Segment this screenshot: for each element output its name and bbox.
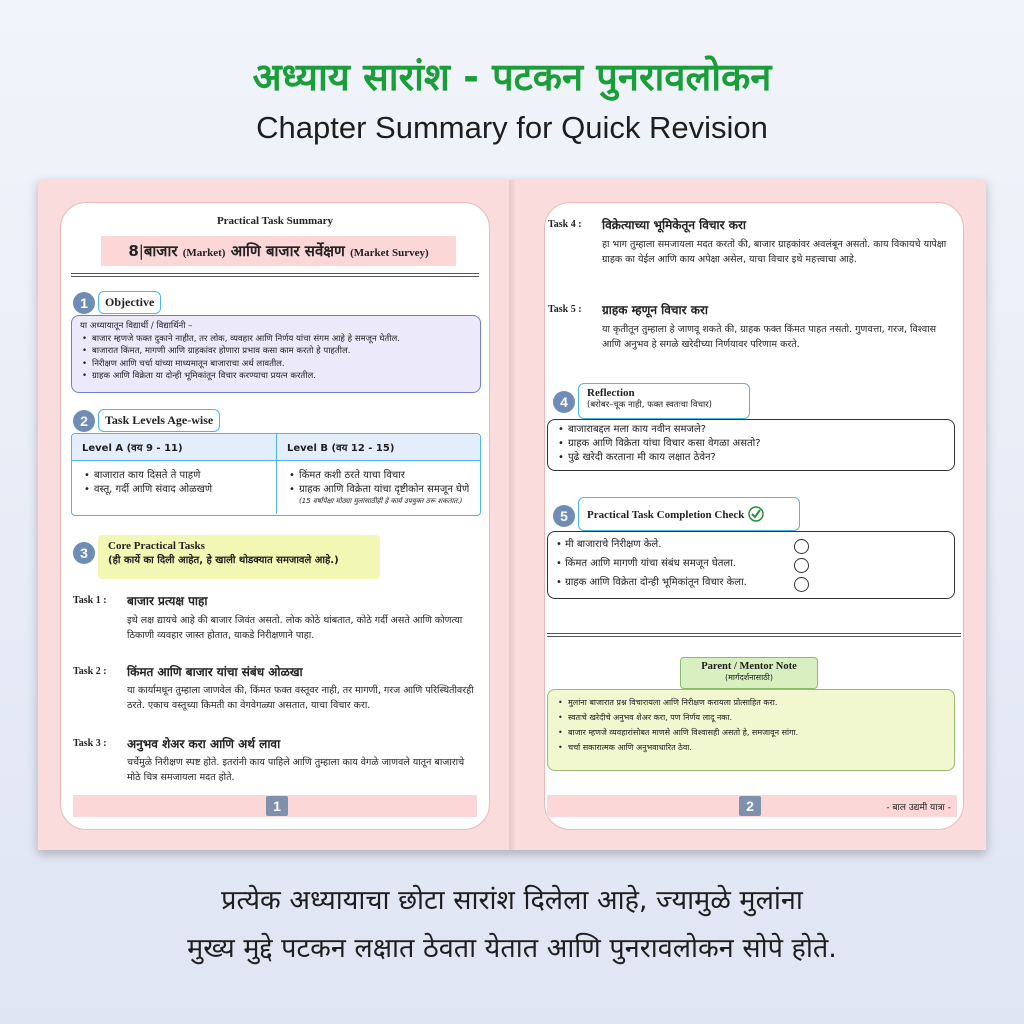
completion-item: मी बाजाराचे निरीक्षण केले. [565, 539, 662, 550]
level-b-header: Level B (वय 12 - 15) [276, 434, 480, 460]
task-5-label: Task 5 : [548, 304, 582, 315]
section-number-4: 4 [553, 391, 575, 413]
bottom-caption-line-2: मुख्य मुद्दे पटकन लक्षात ठेवता येतात आणि पुनरावलोकन सोपे होते. [187, 933, 837, 964]
core-tasks-label: Core Practical Tasks [108, 540, 205, 552]
completion-label: Practical Task Completion Check [587, 509, 745, 521]
page-number-1: 1 [266, 796, 288, 816]
header-title: अध्याय सारांश - पटकन पुनरावलोकन [252, 55, 772, 99]
section-number-5: 5 [553, 505, 575, 527]
level-a-item: • वस्तू, गर्दी आणि संवाद ओळखणे [82, 483, 266, 497]
task-3-label: Task 3 : [73, 738, 107, 749]
bottom-caption-line-1: प्रत्येक अध्यायाचा छोटा सारांश दिलेला आहे, ज्यामुळे मुलांना [221, 885, 803, 916]
task-2-text: या कार्यामधून तुम्हाला जाणवेल की, किंमत फक्त वस्तूवर नाही, तर मागणी, गरज आणि परिस्थितीवरही ठरते. एकाच वस्तूच्या किमती का वेगवेगळ्या असतात, याचा विचार करा. [127, 685, 474, 711]
objective-label: Objective [98, 291, 161, 314]
task-1-label: Task 1 : [73, 595, 107, 606]
objective-item: • निरीक्षण आणि चर्चा यांच्या माध्यमातून बाजाराचा अर्थ लावतील. [80, 358, 472, 371]
core-tasks-box [98, 535, 380, 579]
task-5-title: ग्राहक म्हणून विचार करा [602, 303, 708, 317]
mentor-note-item: • मुलांना बाजारात प्रश्न विचारायला आणि निरीक्षण करायला प्रोत्साहित करा. [556, 695, 946, 710]
completion-item: ग्राहक आणि विक्रेता दोन्ही भूमिकांतून विचार केला. [565, 577, 747, 588]
open-book [38, 180, 986, 850]
level-b-item: • ग्राहक आणि विक्रेता यांचा दृष्टीकोन समजून घेणे [287, 483, 470, 497]
completion-box [547, 531, 955, 599]
mentor-note-sub: (मार्गदर्शनासाठी) [724, 673, 773, 682]
reflection-label: Reflection [587, 387, 635, 399]
section-number-1: 1 [73, 292, 95, 314]
section-number-2: 2 [73, 410, 95, 432]
completion-item: किंमत आणि मागणी यांचा संबंध समजून घेतला. [565, 558, 736, 569]
level-b-note: (15 वर्षांपेक्षा मोठ्या मुलांसाठीही हे कार्य उपयुक्त ठरू शकतात.) [299, 497, 463, 505]
chapter-title: 8|बाजार (Market) आणि बाजार सर्वेक्षण (Market Survey) [101, 236, 456, 266]
chapter-title-a-en: (Market) [182, 247, 226, 259]
reflection-item: • ग्राहक आणि विक्रेता यांचा विचार कसा वेगळा असतो? [556, 437, 946, 451]
objective-item: • बाजार म्हणजे फक्त दुकाने नाहीत, तर लोक, व्यवहार आणि निर्णय यांचा संगम आहे हे समजून घेतील. [80, 333, 472, 346]
mentor-note-item: • बाजार म्हणजे व्यवहारांसोबत माणसे आणि विश्वासही असतो हे, समजावून सांगा. [556, 725, 946, 740]
page-number-2: 2 [739, 796, 761, 816]
objective-item: • ग्राहक आणि विक्रेता या दोन्ही भूमिकांतून विचार करण्याचा प्रयत्न करतील. [80, 370, 472, 383]
left-page [60, 202, 490, 830]
mentor-note-item: • स्वतःचे खरेदीचे अनुभव शेअर करा, पण निर्णय लादू नका. [556, 710, 946, 725]
reflection-box [547, 419, 955, 471]
task-levels-table [71, 433, 481, 516]
header-subtitle: Chapter Summary for Quick Revision [256, 110, 768, 145]
note-divider [547, 633, 961, 637]
reflection-sub: (बरोबर–चूक नाही, फक्त स्वतःचा विचार) [587, 400, 712, 410]
chapter-title-b-en: (Market Survey) [350, 247, 429, 259]
task-3-text: चर्चेमुळे निरीक्षण स्पष्ट होते. इतरांनी काय पाहिले आणि तुम्हाला काय वेगळे जाणवले यातून बाजाराचे मोठे चित्र समजायला मदत होते. [127, 757, 465, 783]
section-number-3: 3 [73, 542, 95, 564]
mentor-note-box [547, 689, 955, 771]
task-5-text: या कृतीतून तुम्हाला हे जाणवू शकते की, ग्राहक फक्त किंमत पाहत नसतो. गुणवत्ता, गरज, विश्वास आणि अनुभव हे सगळे खरेदीच्या निर्णयावर परिणाम करते. [602, 324, 936, 350]
objective-intro: या अध्यायातून विद्यार्थी / विद्यार्थिनी – [80, 321, 193, 331]
task-2-label: Task 2 : [73, 666, 107, 677]
book-spine [509, 180, 515, 850]
reflection-item: • बाजाराबद्दल मला काय नवीन समजले? [556, 423, 946, 437]
task-levels-label: Task Levels Age-wise [98, 409, 220, 432]
task-2-title: किंमत आणि बाजार यांचा संबंध ओळखा [127, 665, 303, 679]
task-4-text: हा भाग तुम्हाला समजायला मदत करतो की, बाजार ग्राहकांवर अवलंबून असतो. काय विकायचे यापेक्षा ग्राहक का येईल आणि काय अपेक्षा असेल, याचा विचार इथे महत्त्वाचा आहे. [602, 239, 947, 265]
chapter-title-b: आणि बाजार सर्वेक्षण [230, 242, 345, 260]
practical-task-summary-label: Practical Task Summary [216, 215, 334, 227]
mentor-note-label-box [680, 657, 818, 689]
core-tasks-sub: (ही कार्ये का दिली आहेत, हे खाली थोडक्यात समजावले आहे.) [108, 555, 339, 566]
task-4-title: विक्रेत्याच्या भूमिकेतून विचार करा [602, 218, 746, 232]
completion-row: • मी बाजाराचे निरीक्षण केले. [556, 538, 946, 557]
level-b-item: • किंमत कशी ठरते याचा विचार [287, 469, 470, 483]
level-a-item: • बाजारात काय दिसते ते पाहणे [82, 469, 266, 483]
chapter-number: 8 [128, 242, 139, 260]
task-1-text: इथे लक्ष द्यायचे आहे की बाजार जिवंत असतो. लोक कोठे थांबतात, कोठे गर्दी असते आणि कोणत्या ठिकाणी व्यवहार जास्त होतात, याकडे निरीक्षणाने पाहा. [127, 615, 463, 641]
completion-label-box [578, 497, 800, 531]
chapter-title-a: बाजार [143, 242, 178, 260]
completion-checkbox[interactable] [794, 539, 809, 554]
completion-row: • किंमत आणि मागणी यांचा संबंध समजून घेतला. [556, 557, 946, 576]
objective-item: • बाजारात किंमत, मागणी आणि ग्राहकांवर होणारा प्रभाव कसा काम करतो हे पाहतील. [80, 345, 472, 358]
right-page [544, 202, 964, 830]
objective-box [71, 315, 481, 393]
reflection-label-box [578, 383, 750, 419]
level-a-header: Level A (वय 9 - 11) [82, 443, 183, 454]
footer-series-text: - बाल उद्यमी यात्रा - [886, 803, 951, 813]
completion-checkbox[interactable] [794, 577, 809, 592]
title-divider [71, 273, 479, 277]
task-1-title: बाजार प्रत्यक्ष पाहा [127, 594, 208, 608]
mentor-note-item: • चर्चा सकारात्मक आणि अनुभवाधारित ठेवा. [556, 740, 946, 755]
mentor-note-label: Parent / Mentor Note [701, 661, 797, 672]
completion-row: • ग्राहक आणि विक्रेता दोन्ही भूमिकांतून विचार केला. [556, 576, 946, 595]
reflection-item: • पुढे खरेदी करताना मी काय लक्षात ठेवेन? [556, 451, 946, 465]
completion-checkbox[interactable] [794, 558, 809, 573]
task-4-label: Task 4 : [548, 219, 582, 230]
checkmark-icon [748, 506, 764, 522]
task-3-title: अनुभव शेअर करा आणि अर्थ लावा [127, 737, 281, 751]
